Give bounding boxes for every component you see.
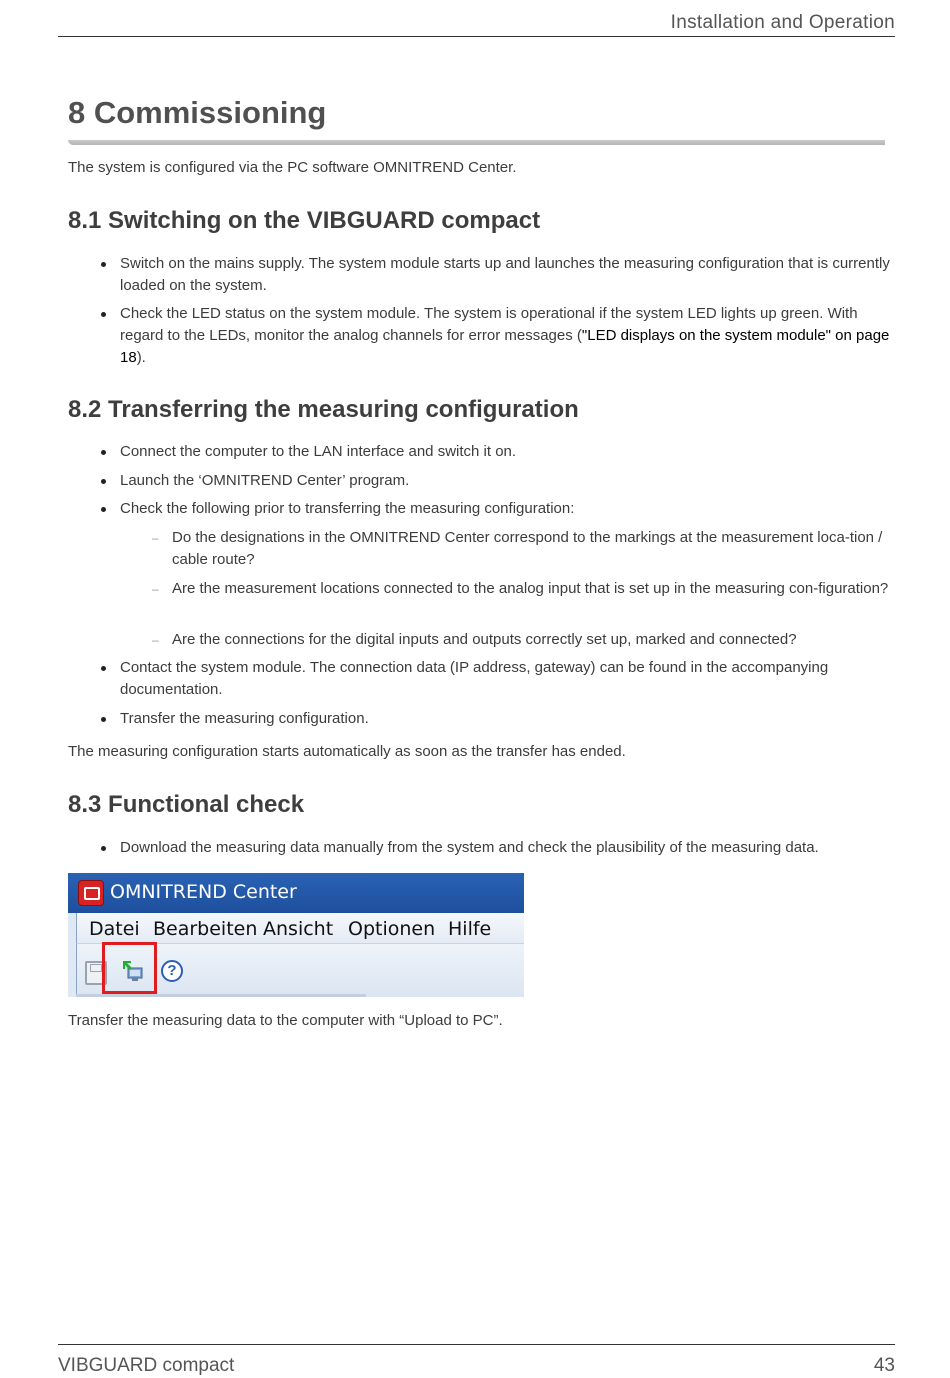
footer-divider	[58, 1344, 895, 1345]
omnitrend-screenshot	[68, 873, 524, 997]
screenshot-window-title: OMNITREND Center	[110, 881, 297, 903]
footer-page-number: 43	[873, 1355, 895, 1376]
menu-ansicht[interactable]: Ansicht	[263, 918, 334, 940]
section-8-2-subitem-1: – Do the designations in the OMNITREND Center correspond to the markings at the measurement loca-tion / cable route?	[172, 527, 890, 571]
section-8-2-bullet-4: Contact the system module. The connection data (IP address, gateway) can be found in the accompanying documentation.	[120, 657, 890, 701]
screenshot-menu-bar	[76, 913, 524, 944]
section-8-2-bullet-5: Transfer the measuring configuration.	[120, 708, 890, 730]
menu-hilfe[interactable]: Hilfe	[448, 918, 492, 940]
section-8-2-closing-text: The measuring configuration starts automatically as soon as the transfer has ended.	[68, 743, 626, 760]
omnitrend-app-icon	[78, 880, 104, 906]
section-8-1-title: 8.1 Switching on the VIBGUARD compact	[68, 207, 541, 234]
section-8-3-title: 8.3 Functional check	[68, 791, 305, 818]
section-8-1-bullet-2	[120, 303, 890, 369]
section-8-1-bullet-1: Switch on the mains supply. The system module starts up and launches the measuring configuration that is currently loaded on the system.	[120, 253, 890, 297]
section-8-2-title: 8.2 Transferring the measuring configuration	[68, 396, 579, 423]
footer-product-name: VIBGUARD compact	[58, 1355, 235, 1376]
header-divider	[58, 36, 895, 37]
screenshot-caption: Transfer the measuring data to the computer with “Upload to PC”.	[68, 1012, 503, 1029]
menu-optionen[interactable]: Optionen	[348, 918, 436, 940]
upload-highlight-box	[102, 942, 157, 994]
chapter-title: 8 Commissioning	[68, 95, 327, 130]
section-8-3-bullet-1: Download the measuring data manually from the system and check the plausibility of the measuring data.	[120, 837, 890, 859]
menu-bearbeiten[interactable]: Bearbeiten	[153, 918, 258, 940]
bullet-2-text-start: Check the LED status on the system module. The system is operational if the system LED lights up green. With regard to the LEDs, monitor the analog channels for error messages (	[120, 305, 858, 344]
bullet-2-text-end: ).	[136, 349, 146, 366]
section-8-2-bullet-3: Check the following prior to transferring the measuring configuration:	[120, 498, 890, 520]
screenshot-title-bar	[68, 873, 524, 913]
led-displays-link[interactable]: "LED displays on the system module" on page 18	[120, 327, 890, 366]
help-icon[interactable]: ?	[161, 960, 183, 982]
section-8-2-subitem-2: – Are the measurement locations connected to the analog input that is set up in the measuring con-figuration?	[172, 578, 890, 600]
header-section-title: Installation and Operation	[670, 12, 895, 33]
chapter-title-underline	[68, 140, 885, 145]
menu-datei[interactable]: Datei	[89, 918, 140, 940]
chapter-intro: The system is configured via the PC software OMNITREND Center.	[68, 159, 517, 176]
section-8-2-bullet-2: Launch the ‘OMNITREND Center’ program.	[120, 470, 890, 492]
screenshot-toolbar-edge	[76, 994, 366, 997]
section-8-2-bullet-1: Connect the computer to the LAN interface and switch it on.	[120, 441, 890, 463]
section-8-2-subitem-3: – Are the connections for the digital inputs and outputs correctly set up, marked and connected?	[172, 629, 890, 651]
